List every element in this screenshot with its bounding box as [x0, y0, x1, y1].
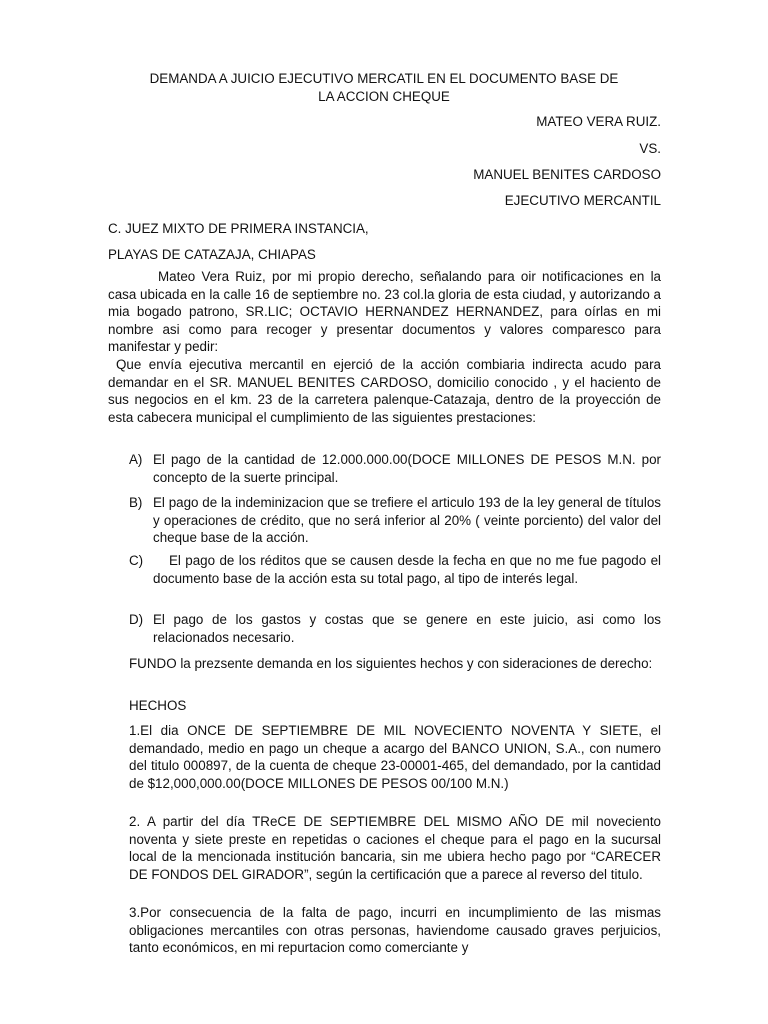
intro-paragraph: Mateo Vera Ruiz, por mi propio derecho, señalando para oir notificaciones en la casa ubicada en la calle 16 de septiembre no. 23 col.la gloria de esta ciudad, y autorizando a mia bogado patrono, SR.LIC; OCTAVIO HERNANDEZ HERNANDEZ, para oírlas en mi nombre asi como para recoger y presentar documentos y valores comparesco para manifestar y pedir:: [108, 269, 661, 354]
list-item: [129, 451, 661, 486]
claim-paragraph: Que envía ejecutiva mercantil en ejerció de la acción combiaria indirecta acudo para demandar en el SR. MANUEL BENITES CARDOSO, domicilio conocido , y el haciento de sus negocios en el km. 23 de la carretera palenque-Catazaja, dentro de la proyección de esta cabecera municipal el cumplimiento de las siguientes prestaciones:: [108, 357, 661, 425]
hecho-2: 2. A partir del día TReCE DE SEPTIEMBRE DEL MISMO AÑO DE mil noveciento noventa y siete preste en repetidas o caciones el cheque para el pago en la sucursal local de la mencionada institución bancaria, sin me ubiera hecho pago por “CARECER DE FONDOS DEL GIRADOR”, según la certificación que a parece al reverso del titulo.: [129, 814, 661, 882]
hecho-1: 1.El dia ONCE DE SEPTIEMBRE DE MIL NOVECIENTO NOVENTA Y SIETE, el demandado, medio en pago un cheque a acargo del BANCO UNION, S.A., con numero del titulo 000897, de la cuenta de cheque 23-00001-465, del demandado, por la cantidad de $12,000,000.00(DOCE MILLONES DE PESOS 00/100 M.N.): [129, 723, 661, 791]
title-line-1: DEMANDA A JUICIO EJECUTIVO MERCATIL EN EL DOCUMENTO BASE DE: [149, 71, 619, 86]
document-title: [100, 70, 668, 106]
list-marker: D): [129, 612, 144, 627]
list-item: [129, 494, 661, 547]
hecho-3: 3.Por consecuencia de la falta de pago, incurri en incumplimiento de las mismas obligaciones mercantiles con otras personas, haviendome causado graves perjuicios, tanto económicos, en mi repurtacion como comerciante y: [129, 905, 661, 955]
addressee-judge: C. JUEZ MIXTO DE PRIMERA INSTANCIA,: [108, 221, 369, 236]
fundo-paragraph: FUNDO la prezsente demanda en los siguientes hechos y con sideraciones de derecho:: [129, 656, 653, 671]
list-text: El pago de la indeminizacion que se trefiere el articulo 193 de la ley general de títulos y operaciones de crédito, que no será inferior al 20% ( veinte porciento) del valor del cheque base de la acción.: [153, 495, 661, 545]
versus-label: VS.: [639, 141, 661, 156]
defendant-name: MANUEL BENITES CARDOSO: [473, 167, 661, 182]
list-marker: B): [129, 495, 143, 510]
list-item: [129, 611, 661, 646]
list-item: [129, 552, 661, 587]
list-text: El pago de la cantidad de 12.000.000.00(DOCE MILLONES DE PESOS M.N. por concepto de la suerte principal.: [153, 452, 661, 485]
title-line-2: LA ACCION CHEQUE: [318, 89, 450, 104]
list-marker: C): [129, 553, 144, 568]
case-type: EJECUTIVO MERCANTIL: [504, 193, 661, 208]
list-text: El pago de los réditos que se causen desde la fecha en que no me fue pagodo el documento base de la acción esta su total pago, al tipo de interés legal.: [153, 553, 661, 586]
addressee-location: PLAYAS DE CATAZAJA, CHIAPAS: [108, 247, 316, 262]
plaintiff-name: MATEO VERA RUIZ.: [536, 114, 661, 129]
list-text: El pago de los gastos y costas que se genere en este juicio, asi como los relacionados necesario.: [153, 612, 661, 645]
hechos-heading: HECHOS: [129, 698, 187, 713]
list-marker: A): [129, 452, 143, 467]
